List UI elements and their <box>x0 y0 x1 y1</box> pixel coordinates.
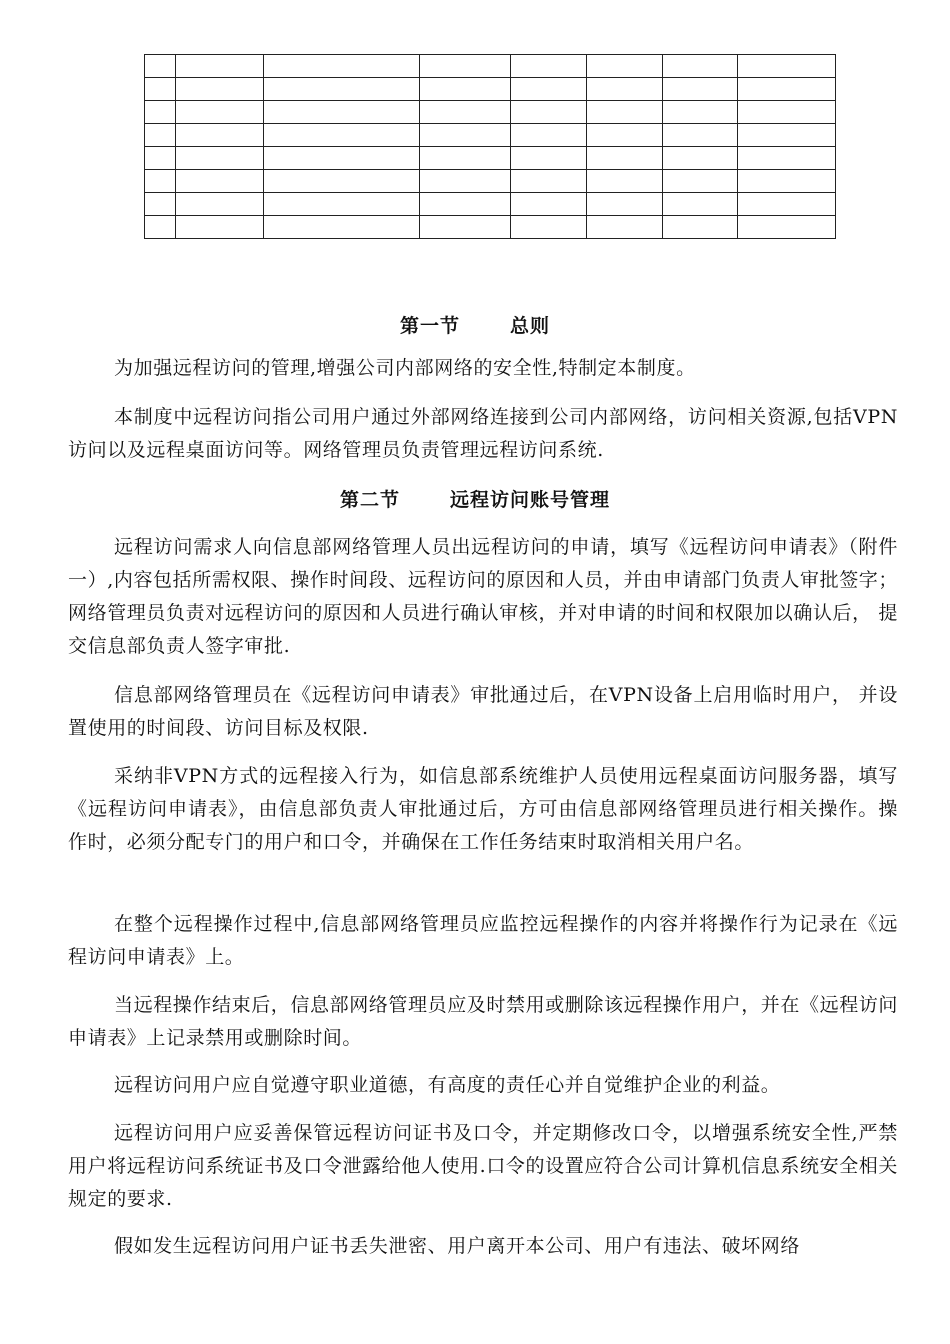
table-row <box>145 170 836 193</box>
table-cell <box>420 78 511 101</box>
table-cell <box>511 216 587 239</box>
table-cell <box>264 147 420 170</box>
blank-table <box>144 54 836 239</box>
table-cell <box>511 147 587 170</box>
section-number: 第一节 <box>399 315 460 337</box>
table-cell <box>511 101 587 124</box>
table-cell <box>264 216 420 239</box>
table-cell <box>587 78 663 101</box>
table-cell <box>511 170 587 193</box>
table-cell <box>587 124 663 147</box>
table-cell <box>420 193 511 216</box>
table-cell <box>176 170 264 193</box>
table-cell <box>145 55 176 78</box>
table-row <box>145 101 836 124</box>
table-cell <box>587 101 663 124</box>
table-row <box>145 124 836 147</box>
section-title: 远程访问账号管理 <box>450 489 611 511</box>
table-cell <box>264 193 420 216</box>
table-cell <box>420 124 511 147</box>
table-cell <box>264 170 420 193</box>
table-cell <box>420 216 511 239</box>
paragraph: 远程访问用户应妥善保管远程访问证书及口令，并定期修改口令，以增强系统安全性,严禁用户将远程访问系统证书及口令泄露给他人使用.口令的设置应符合公司计算机信息系统安全相关规定的要求. <box>68 1122 898 1210</box>
table-cell <box>663 193 738 216</box>
table-cell <box>264 55 420 78</box>
table-cell <box>738 78 836 101</box>
table-cell <box>420 170 511 193</box>
paragraph: 远程访问用户应自觉遵守职业道德，有高度的责任心并自觉维护企业的利益。 <box>114 1074 781 1096</box>
table-cell <box>511 78 587 101</box>
table-row <box>145 78 836 101</box>
table-cell <box>663 170 738 193</box>
table-cell <box>663 147 738 170</box>
table-cell <box>587 193 663 216</box>
table-cell <box>145 124 176 147</box>
table-cell <box>738 101 836 124</box>
paragraph: 本制度中远程访问指公司用户通过外部网络连接到公司内部网络，访问相关资源,包括VPN访问以及远程桌面访问等。网络管理员负责管理远程访问系统. <box>68 406 898 461</box>
table-cell <box>663 78 738 101</box>
table-cell <box>738 55 836 78</box>
table-cell <box>663 124 738 147</box>
section-title: 总则 <box>510 315 551 337</box>
table-cell <box>176 78 264 101</box>
paragraph: 假如发生远程访问用户证书丢失泄密、用户离开本公司、用户有违法、破坏网络 <box>114 1235 801 1257</box>
paragraph: 在整个远程操作过程中,信息部网络管理员应监控远程操作的内容并将操作行为记录在《远程访问申请表》上。 <box>68 913 898 968</box>
section-heading-2 <box>0 485 950 512</box>
table-cell <box>587 147 663 170</box>
table-cell <box>420 55 511 78</box>
table-cell <box>587 216 663 239</box>
paragraph: 信息部网络管理员在《远程访问申请表》审批通过后，在VPN设备上启用临时用户， 并设置使用的时间段、访问目标及权限. <box>68 684 898 739</box>
table-cell <box>145 101 176 124</box>
table-cell <box>145 193 176 216</box>
table-row <box>145 216 836 239</box>
table-cell <box>663 101 738 124</box>
table-cell <box>738 147 836 170</box>
table-cell <box>663 55 738 78</box>
table-cell <box>511 193 587 216</box>
table-cell <box>511 55 587 78</box>
table-cell <box>264 78 420 101</box>
table-cell <box>176 101 264 124</box>
table-cell <box>145 78 176 101</box>
table-cell <box>663 216 738 239</box>
paragraph: 为加强远程访问的管理,增强公司内部网络的安全性,特制定本制度。 <box>114 357 696 379</box>
table-cell <box>176 55 264 78</box>
table-cell <box>176 147 264 170</box>
table-cell <box>145 216 176 239</box>
table-cell <box>738 124 836 147</box>
section-number: 第二节 <box>339 489 400 511</box>
table-cell <box>738 216 836 239</box>
table-cell <box>587 170 663 193</box>
table-cell <box>176 124 264 147</box>
paragraph: 当远程操作结束后，信息部网络管理员应及时禁用或删除该远程操作用户，并在《远程访问申请表》上记录禁用或删除时间。 <box>68 994 899 1049</box>
paragraph: 采纳非VPN方式的远程接入行为，如信息部系统维护人员使用远程桌面访问服务器，填写《远程访问申请表》，由信息部负责人审批通过后，方可由信息部网络管理员进行相关操作。操作时，必须分配专门的用户和口令，并确保在工作任务结束时取消相关用户名。 <box>68 765 898 853</box>
section-heading-1 <box>0 311 950 338</box>
table-cell <box>264 124 420 147</box>
table-cell <box>420 147 511 170</box>
table-cell <box>264 101 420 124</box>
table-row <box>145 55 836 78</box>
table-cell <box>587 55 663 78</box>
table-cell <box>145 147 176 170</box>
table-cell <box>511 124 587 147</box>
table-cell <box>738 193 836 216</box>
table-cell <box>420 101 511 124</box>
table-cell <box>176 216 264 239</box>
table-cell <box>738 170 836 193</box>
table-cell <box>145 170 176 193</box>
paragraph: 远程访问需求人向信息部网络管理人员出远程访问的申请，填写《远程访问申请表》（附件一）,内容包括所需权限、操作时间段、远程访问的原因和人员，并由申请部门负责人审批签字；网络管理员负责对远程访问的原因和人员进行确认审核，并对申请的时间和权限加以确认后， 提交信息部负责人签字审批. <box>68 536 898 657</box>
table-row <box>145 193 836 216</box>
table-cell <box>176 193 264 216</box>
table-row <box>145 147 836 170</box>
